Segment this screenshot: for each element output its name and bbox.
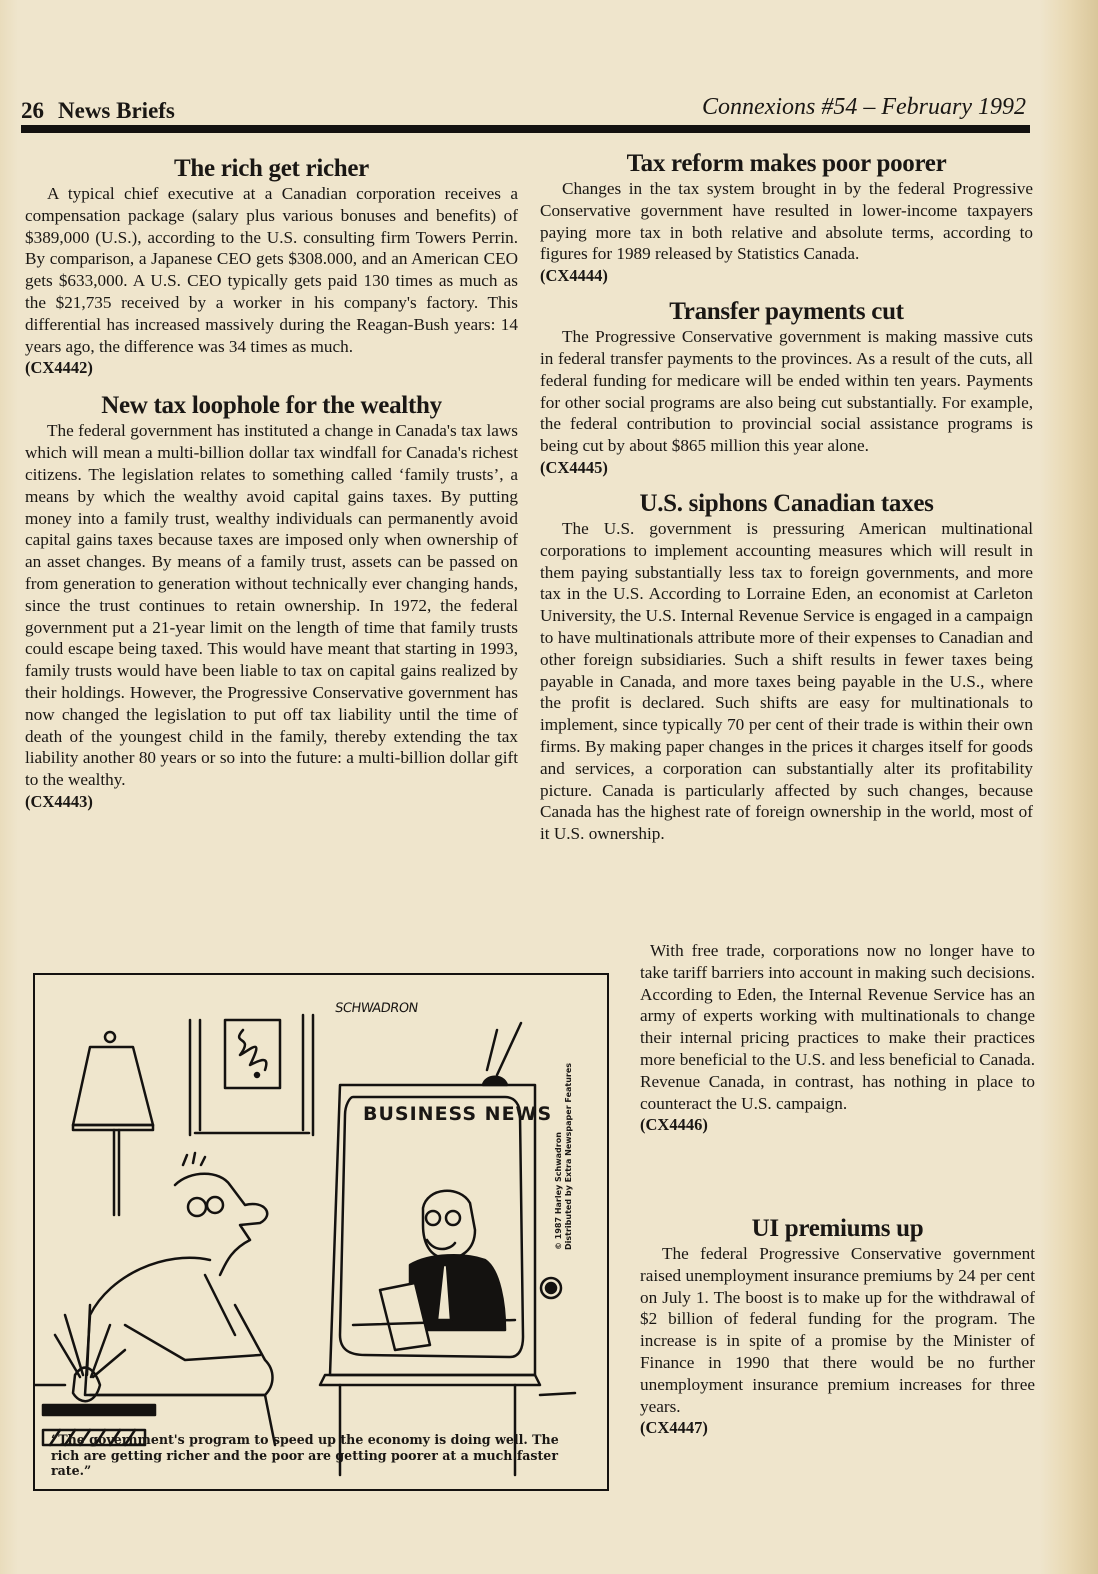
article-code: (CX4446) [640,1115,708,1135]
page-header-left [21,98,175,124]
lamp-icon [73,1032,153,1215]
article-code: (CX4442) [25,358,93,378]
article-body: The U.S. government is pressuring American multinational corporations to implement accounting measures which will result in them paying substantially less tax to foreign governments, and more tax in the U.S. According to Lorraine Eden, an economist at Carleton University, the U.S. Internal Revenue Service is engaged in a campaign to have multinationals attribute more of their expenses to Canadian and other foreign subsidiaries. Such a shift results in fewer taxes being payable in Canada, and more taxes being payable in the U.S., where the profit is declared. Such shifts are easy for multinationals to implement, since typically 70 per cent of their trade is within their own firms. By making paper changes in the prices it charges itself for goods and services, a corporation can substantially alter its profitability picture. Canada is particularly affected by such changes, because Canada has the highest rate of foreign ownership in the world, most of it U.S. ownership. [540,518,1033,844]
article-body-continued: With free trade, corporations now no longer have to take tariff barriers into account in making such decisions. According to Eden, the Internal Revenue Service has an army of experts working with multinationals to change their internal pricing practices to make their practices more beneficial to the U.S. and less beneficial to Canada. Revenue Canada, in contrast, has nothing in place to counteract the U.S. campaign. [640,941,1035,1113]
article-rich-get-richer [25,155,518,378]
article-code: (CX4447) [640,1418,708,1438]
article-tax-loophole [25,392,518,812]
article-body: Changes in the tax system brought in by the federal Progressive Conservative government have resulted in lower-income taxpayers paying more tax in both relative and absolute terms, according to figures for 1989 released by Statistics Canada. [540,179,1033,264]
article-ui-premiums [640,1215,1035,1438]
article-headline: U.S. siphons Canadian taxes [639,489,934,517]
article-tax-reform [540,150,1033,286]
distributor-line: Distributed by Extra Newspaper Features [564,1062,573,1250]
cartoon-caption: “The government's program to speed up the economy is doing well. The rich are getting richer and the poor are getting poorer at a much faster rate.” [51,1432,559,1478]
section-title: News Briefs [58,98,175,123]
article-code: (CX4443) [25,791,93,811]
copyright-line: © 1987 Harley Schwadron [554,1132,563,1250]
header-rule [21,125,1030,133]
article-headline: New tax loophole for the wealthy [101,392,442,420]
plant-table-icon [43,1305,155,1445]
article-transfer-payments [540,298,1033,478]
right-column [540,150,1033,853]
article-us-siphons [540,490,1033,845]
article-headline: Transfer payments cut [669,298,904,326]
article-headline: UI premiums up [751,1215,924,1242]
article-body: The federal government has instituted a change in Canada's tax laws which will mean a multi-billion dollar tax windfall for Canada's richest citizens. The legislation relates to something called ‘family trusts’, a means by which the wealthy avoid capital gains taxes. By putting money into a family trust, wealthy individuals can permanently avoid capital gains taxes because taxes are imposed only when ownership of an asset changes. By means of a family trust, assets can be passed on from generation to generation without technically ever changing hands, since the trust continues to retain ownership. In 1972, the federal government put a 21-year limit on the length of time that family trusts could escape being taxed. This would have meant that starting in 1993, family trusts would have been liable to tax on capital gains realized by their holdings. However, the Progressive Conservative government has now changed the legislation to put off tax liability until the time of death of the youngest child in the family, thereby extending the tax liability another 80 years or so into the future: a multi-billion dollar gift to the wealthy. [25,421,518,790]
left-column [25,155,518,820]
article-body: The federal Progressive Conservative government raised unemployment insurance premiums by 24 per cent on July 1. The boost is to make up for the withdrawal of $2 billion of federal funding for the program. The increase is in spite of a promise by the Minister of Finance in 1990 that there would be no further unemployment insurance premium increases for three years. [640,1244,1035,1416]
article-headline: Tax reform makes poor poorer [626,150,947,177]
article-body: A typical chief executive at a Canadian corporation receives a compensation package (salary plus various bonuses and benefits) of $389,000 (U.S.), according to the U.S. consulting firm Towers Perrin. By comparison, a Japanese CEO gets $308.000, and an American CEO gets $633,000. A U.S. CEO typically gets paid 130 times as much as the $21,735 received by a worker in his company's factory. This differential has increased massively during the Reagan-Bush years: 14 years ago, the difference was 34 times as much. [25,184,518,356]
page-number: 26 [21,98,44,123]
cartoon-copyright [554,1063,574,1250]
newscaster-figure [353,1191,515,1350]
editorial-cartoon [33,973,609,1491]
tv-antenna-icon [483,1023,521,1085]
publication-issue: Connexions #54 – February 1992 [702,94,1026,120]
picture-frame-icon [190,1015,313,1135]
tv-screen-label: BUSINESS NEWS [363,1103,553,1125]
article-body: The Progressive Conservative government is making massive cuts in federal transfer payments to the provinces. As a result of the cuts, all federal funding for medicare will be ended within ten years. Payments for other social programs are also being cut substantially. For example, the federal contribution to provincial social assistance programs is being cut by about $865 million this year alone. [540,327,1033,456]
cartoon-drawing [35,975,606,1488]
article-code: (CX4445) [540,457,608,477]
article-us-siphons-continued [640,940,1035,1135]
cartoonist-signature: SCHWADRON [333,1001,419,1016]
article-headline: The rich get richer [174,155,369,182]
article-code: (CX4444) [540,266,608,286]
